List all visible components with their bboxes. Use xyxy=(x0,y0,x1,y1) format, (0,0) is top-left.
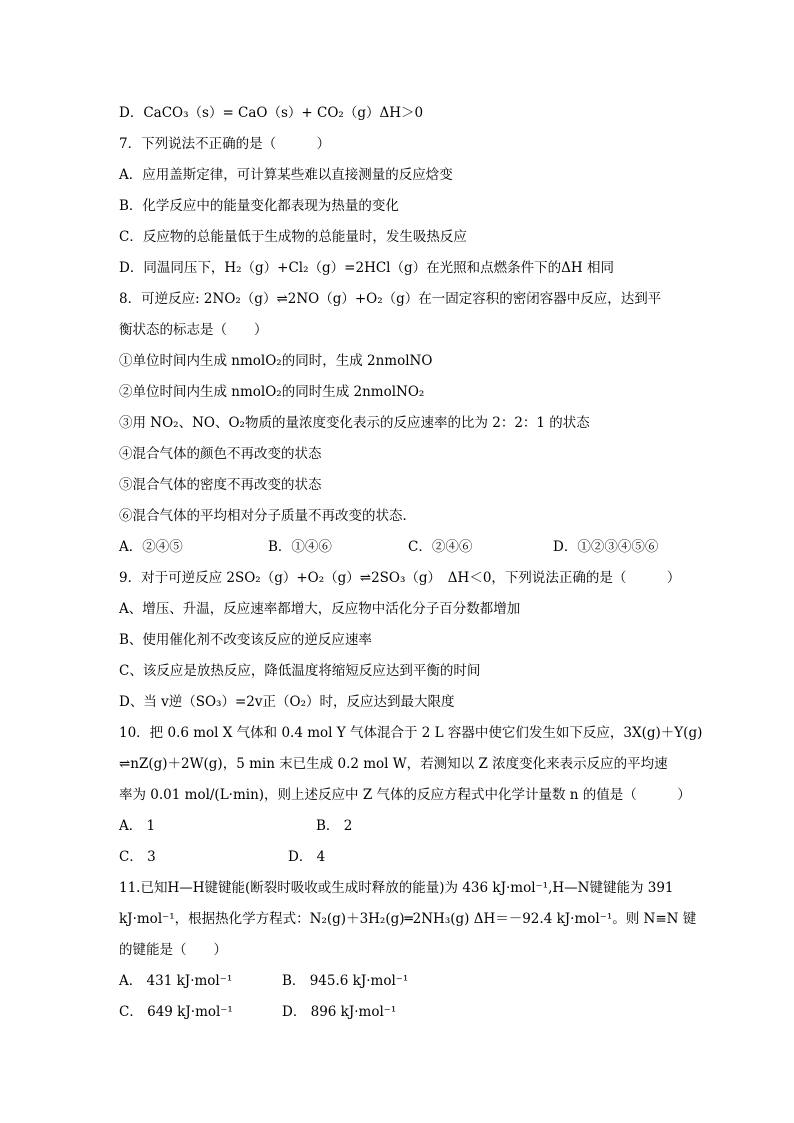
q7-option-d: D．同温同压下，H₂（g）+Cl₂（g）=2HCl（g）在光照和点燃条件下的ΔH 相同 xyxy=(119,260,614,276)
q10-stem-line3: 率为 0.01 mol/(L·min)，则上述反应中 Z 气体的反应方程式中化学计量数 n 的值是（ ） xyxy=(119,787,691,803)
q8-item-4: ④混合气体的颜色不再改变的状态 xyxy=(119,446,322,462)
q9-option-d: D、当 v逆（SO₃）=2v正（O₂）时，反应达到最大限度 xyxy=(119,694,455,710)
q10-stem-line1: 10．把 0.6 mol X 气体和 0.4 mol Y 气体混合于 2 L 容器中使它们发生如下反应，3X(g)＋Y(g) xyxy=(119,725,703,741)
q7-option-b: B．化学反应中的能量变化都表现为热量的变化 xyxy=(119,198,399,214)
q9-option-b: B、使用催化剂不改变该反应的逆反应速率 xyxy=(119,632,372,648)
q11-option-b: B． 945.6 kJ·mol⁻¹ xyxy=(282,973,409,989)
q9-stem: 9．对于可逆反应 2SO₂（g）+O₂（g）⇌2SO₃（g） ΔH＜0，下列说法正确的是（ ） xyxy=(119,570,681,586)
q8-option-d: D．①②③④⑤⑥ xyxy=(553,539,659,555)
q8-option-a: A．②④⑤ xyxy=(119,539,183,555)
q10-stem-line2: ⇌nZ(g)＋2W(g)，5 min 末已生成 0.2 mol W，若测知以 Z 浓度变化来表示反应的平均速 xyxy=(119,756,668,772)
q7-option-a: A．应用盖斯定律，可计算某些难以直接测量的反应焓变 xyxy=(119,167,453,183)
q8-option-b: B．①④⑥ xyxy=(268,539,332,555)
q10-option-b: B． 2 xyxy=(316,818,353,834)
q10-option-c: C． 3 xyxy=(119,849,156,865)
q9-option-a: A、增压、升温，反应速率都增大，反应物中活化分子百分数都增加 xyxy=(119,601,521,617)
q11-option-d: D． 896 kJ·mol⁻¹ xyxy=(282,1004,397,1020)
q11-option-c: C． 649 kJ·mol⁻¹ xyxy=(119,1004,233,1020)
q6-option-d: D．CaCO₃（s）= CaO（s）+ CO₂（g）ΔH＞0 xyxy=(119,105,424,121)
q7-option-c: C．反应物的总能量低于生成物的总能量时，发生吸热反应 xyxy=(119,229,467,245)
q8-item-3: ③用 NO₂、NO、O₂物质的量浓度变化表示的反应速率的比为 2：2：1 的状态 xyxy=(119,415,590,431)
q11-stem-line2: kJ·mol⁻¹，根据热化学方程式：N₂(g)＋3H₂(g)═2NH₃(g) ΔH＝－92.4 kJ·mol⁻¹。则 N≡N 键 xyxy=(119,911,697,927)
q8-item-5: ⑤混合气体的密度不再改变的状态 xyxy=(119,477,322,493)
q10-option-d: D． 4 xyxy=(288,849,326,865)
q8-item-2: ②单位时间内生成 nmolO₂的同时生成 2nmolNO₂ xyxy=(119,384,425,400)
q8-stem-line1: 8．可逆反应: 2NO₂（g）⇌2NO（g）+O₂（g）在一固定容积的密闭容器中反应，达到平 xyxy=(119,291,662,307)
q8-stem-line2: 衡状态的标志是（ ） xyxy=(119,322,268,338)
q8-item-1: ①单位时间内生成 nmolO₂的同时，生成 2nmolNO xyxy=(119,353,433,369)
q9-option-c: C、该反应是放热反应，降低温度将缩短反应达到平衡的时间 xyxy=(119,663,481,679)
q7-stem: 7．下列说法不正确的是（ ） xyxy=(119,136,331,152)
q11-stem-line1: 11.已知H—H键键能(断裂时吸收或生成时释放的能量)为 436 kJ·mol⁻¹,H—N键键能为 391 xyxy=(119,880,674,896)
q11-stem-line3: 的键能是（ ） xyxy=(119,942,227,958)
q10-option-a: A． 1 xyxy=(119,818,156,834)
q8-item-6: ⑥混合气体的平均相对分子质量不再改变的状态． xyxy=(119,508,416,524)
q8-option-c: C．②④⑥ xyxy=(408,539,473,555)
q11-option-a: A． 431 kJ·mol⁻¹ xyxy=(119,973,233,989)
